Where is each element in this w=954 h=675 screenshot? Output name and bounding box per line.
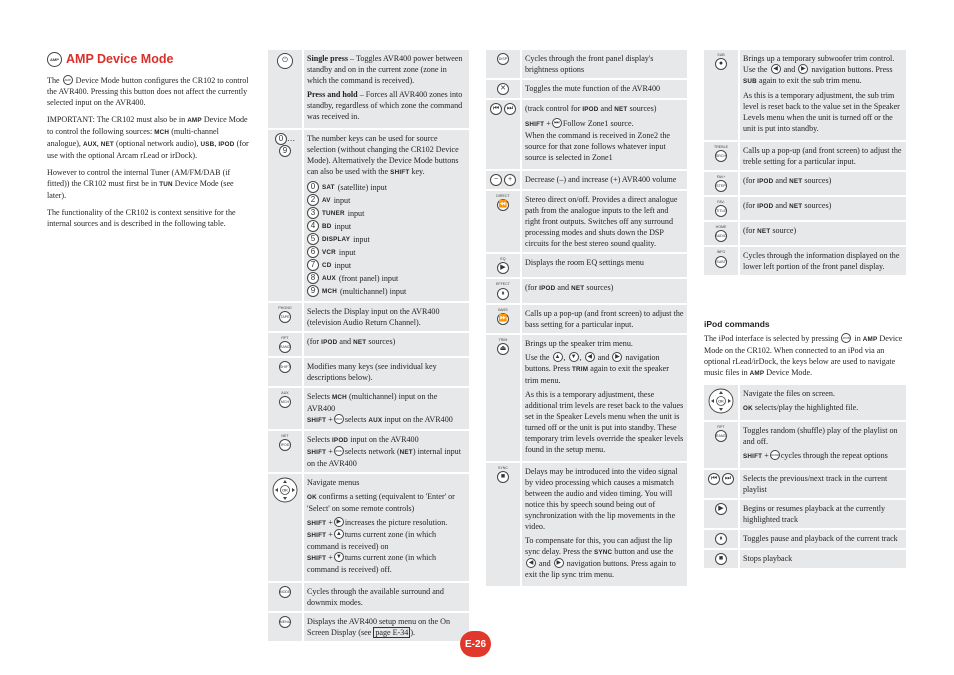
table-row: INFO SUBT Cycles through the information displayed on the lower left portion of the front panel display. (704, 247, 906, 275)
left-arrow-icon: ◀ (526, 558, 536, 568)
page-number-badge: E-26 (460, 631, 491, 657)
ipod-key-table (704, 383, 906, 570)
number-key-icon: 5 (307, 233, 319, 245)
intro-paragraph-1: The AMP Device Mode button configures the CR102 to control the AVR400. Pressing this button does not affect the currently selected input on the AVR400. (47, 76, 249, 107)
tape-button-icon: TAPE (279, 311, 291, 323)
svg-text:OK: OK (718, 398, 724, 404)
mute-icon: ✕ (497, 83, 509, 95)
table-row: NET IPOD Selects IPOD input on the AVR400 SHIFT + IPOD selects network (NET) internal input on the AVR400 (268, 431, 469, 472)
down-arrow-icon: ▼ (569, 352, 579, 362)
table-row: BASS ⏩ Calls up a pop-up (and front screen) to adjust the bass setting for a particular input. (486, 305, 687, 333)
next-track-icon: ⏭ (504, 103, 516, 115)
number-key-icon: 0 (307, 181, 319, 193)
section-title (47, 52, 252, 67)
table-row: ⏮ ⏭ (track control for IPOD and NET sources) SHIFT + ⏭ Follow Zone1 source. When the command is received in Zone2 the source for that zone follows whatever input source is selected in Zone1 (486, 100, 687, 169)
up-arrow-icon: ▲ (553, 352, 563, 362)
number-key-icon: 6 (307, 246, 319, 258)
left-arrow-icon: ◀ (771, 64, 781, 74)
number-key-icon: 2 (307, 194, 319, 206)
rand-button-icon: RAND (770, 450, 780, 460)
table-row: EQ ▶ Displays the room EQ settings menu (486, 254, 687, 277)
up-arrow-icon: ▲ (334, 529, 344, 539)
menu-button-icon: MENU (279, 616, 291, 628)
ipod-paragraph: The iPod interface is selected by pressing IPOD in AMP Device Mode on the CR102. When connected to an iPod via an optional rLead/irDock, the keys below are used to navigate music files in AMP Device Mode. (704, 334, 903, 377)
table-row: FAV+ STEP (for IPOD and NET sources) (704, 172, 906, 195)
table-row: FAV- TITLE (for IPOD and NET sources) (704, 197, 906, 220)
stop-icon: ■ (497, 471, 509, 483)
table-row: ✕ Toggles the mute function of the AVR400 (486, 80, 687, 98)
table-row: SUB ● Brings up a temporary subwoofer trim control. Use the ◀ and ▶ navigation buttons. Press SUB again to exit the sub trim menu. As this is a temporary adjustment, the sub trim level is reset back to the value set in the Speaker Levels menu when the unit is turned off or the unit is put into standby. (704, 50, 906, 140)
table-row: 0 …9 The number keys can be used for source selection (without changing the CR102 Device Mode). Alternatively the Device Mode buttons can also be used with the SHIFT key. 0 SAT (satellite) input 2 AV input 3 TUNER input 4 BD input 5 DISPLAY input 6 VCR input 7 CD input 8 AUX (front panel) input 9 MCH (multichannel) input (268, 130, 469, 301)
table-row: − + Decrease (–) and increase (+) AVR400 volume (486, 171, 687, 189)
number-key-icon: 3 (307, 207, 319, 219)
ipod-button-icon: IPOD (841, 333, 851, 343)
table-row: EFFECT ⏸ (for IPOD and NET sources) (486, 279, 687, 302)
down-arrow-icon: ▼ (334, 552, 344, 562)
rand-button-icon: RAND (279, 341, 291, 353)
left-arrow-icon: ◀ (585, 352, 595, 362)
table-row: RPT RAND Toggles random (shuffle) play of the playlist on and off. SHIFT + RAND cycles through the repeat options (704, 422, 906, 468)
key-table-c (704, 48, 906, 277)
key-table-a (268, 48, 469, 643)
mch-button-icon: MCH (334, 414, 344, 424)
table-row: ⏻ Single press – Toggles AVR400 power between standby and on in the current zone (zone in which the command is received). Press and hold – Forces all AVR400 zones into standby, regardless of which zone the command was received in. (268, 50, 469, 128)
intro-paragraph-4: The functionality of the CR102 is context sensitive for the internal sources and is described in the following table. (47, 208, 236, 228)
audio-button-icon: AUDIO (715, 230, 727, 242)
table-row: ■ Stops playback (704, 550, 906, 568)
shift-button-icon: SHIFT (279, 361, 291, 373)
number-0-icon: 0 (275, 133, 287, 145)
number-key-icon: 8 (307, 272, 319, 284)
intro-paragraph-2: IMPORTANT: The CR102 must also be in AMP Device Mode to control the following sources: MCH (multi-channel analogue), AUX, NET (optional network audio), USB, IPOD (for use with the optional Arcam rLead or irDock). (47, 115, 249, 160)
number-9-icon: 9 (279, 145, 291, 157)
table-row: DISP Cycles through the front panel display's brightness options (486, 50, 687, 78)
navigation-pad-icon (708, 388, 734, 414)
previous-track-icon: ⏮ (708, 473, 720, 485)
mch-button-icon: MCH (279, 396, 291, 408)
table-row: ▶ Begins or resumes playback at the currently highlighted track (704, 500, 906, 528)
key-table-b (486, 48, 687, 588)
srch-button-icon: SRCH (715, 150, 727, 162)
fast-forward-icon: ⏩ (497, 313, 509, 325)
table-row: OK Navigate the files on screen. OK selects/play the highlighted file. (704, 385, 906, 420)
ipod-button-icon: IPOD (334, 446, 344, 456)
play-icon: ▶ (497, 262, 509, 274)
table-row: MODE Cycles through the available surround and downmix modes. (268, 583, 469, 611)
table-row: OK Navigate menus OK confirms a setting (equivalent to 'Enter' or 'Select' on some remote controls) SHIFT + ▶ increases the picture resolution. SHIFT + ▲ turns current zone (in which command is received) on SHIFT + ▼ turns current zone (in which command is received) off. (268, 474, 469, 581)
table-row: PHONO TAPE Selects the Display input on the AVR400 (television Audio Return Channel). (268, 303, 469, 331)
intro-section (47, 52, 252, 235)
stop-icon: ■ (715, 553, 727, 565)
next-track-icon: ⏭ (722, 473, 734, 485)
table-row: TREBLE SRCH Calls up a pop-up (and front screen) to adjust the treble setting for a particular input. (704, 142, 906, 170)
section-title-text: AMP Device Mode (66, 52, 174, 66)
disp-button-icon: DISP (497, 53, 509, 65)
title-button-icon: TITLE (715, 205, 727, 217)
table-row: MENU Displays the AVR400 setup menu on the On Screen Display (see page E-34 ). (268, 613, 469, 641)
navigation-pad-icon (272, 477, 298, 503)
right-arrow-icon: ▶ (554, 558, 564, 568)
right-arrow-icon: ▶ (334, 517, 344, 527)
eject-icon: ⏏ (497, 343, 509, 355)
amp-button-icon: AMP (63, 75, 73, 85)
step-button-icon: STEP (715, 180, 727, 192)
number-key-icon: 7 (307, 259, 319, 271)
mode-button-icon: MODE (279, 586, 291, 598)
previous-track-icon: ⏮ (490, 103, 502, 115)
table-row: ⏸ Toggles pause and playback of the current track (704, 530, 906, 548)
record-icon: ● (715, 58, 727, 70)
volume-down-icon: − (490, 174, 502, 186)
amp-button-icon: AMP (47, 52, 62, 67)
svg-text:OK: OK (282, 487, 288, 493)
intro-paragraph-3: However to control the internal Tuner (AM/FM/DAB (if fitted)) the CR102 must first be in TUN Device Mode (see later). (47, 168, 234, 200)
pause-icon: ⏸ (497, 288, 509, 300)
ipod-heading: iPod commands (704, 319, 770, 329)
next-track-icon: ⏭ (552, 118, 562, 128)
pause-icon: ⏸ (715, 533, 727, 545)
number-key-icon: 4 (307, 220, 319, 232)
table-row: AUX MCH Selects MCH (multichannel) input on the AVR400 SHIFT + MCH selects AUX input on the AVR400 (268, 388, 469, 429)
number-key-icon: 9 (307, 285, 319, 297)
table-row: SYNC ■ Delays may be introduced into the video signal by video processing which causes a mismatch between the audio and video timing. You will notice this by speech sound being out of synchronization with the lip movements in the video. To compensate for this, you can adjust the lip sync delay. Press the SYNC button and use the ◀ and ▶ navigation buttons. Press again to exit the lip sync trim menu. (486, 463, 687, 586)
rewind-icon: ⏪ (497, 199, 509, 211)
table-row: SHIFT Modifies many keys (see individual key descriptions below). (268, 358, 469, 386)
ipod-button-icon: IPOD (279, 439, 291, 451)
table-row: ⏮ ⏭ Selects the previous/next track in the current playlist (704, 470, 906, 498)
table-row: TRIM ⏏ Brings up the speaker trim menu. Use the ▲ , ▼ , ◀ and ▶ navigation buttons. Press TRIM again to exit the speaker trim menu. As this is a temporary adjustment, these additional trim levels are reset back to the values set in the Speaker Levels menu when the unit is turned off or the unit is put into standby. These temporary trim levels override the speaker levels found in the setup menu. (486, 335, 687, 461)
play-icon: ▶ (715, 503, 727, 515)
right-arrow-icon: ▶ (798, 64, 808, 74)
subt-button-icon: SUBT (715, 256, 727, 268)
right-arrow-icon: ▶ (612, 352, 622, 362)
table-row: DIRECT ⏪ Stereo direct on/off. Provides a direct analogue path from the analogue inputs to the left and right front outputs. Switches off any surround processing modes and shuts down the DSP circuits for the best stereo sound quality. (486, 191, 687, 252)
power-icon: ⏻ (277, 53, 293, 69)
table-row: RPT RAND (for IPOD and NET sources) (268, 333, 469, 356)
table-row: HOME AUDIO (for NET source) (704, 222, 906, 245)
volume-up-icon: + (504, 174, 516, 186)
rand-button-icon: RAND (715, 430, 727, 442)
page-link[interactable]: page E-34 (375, 628, 409, 638)
